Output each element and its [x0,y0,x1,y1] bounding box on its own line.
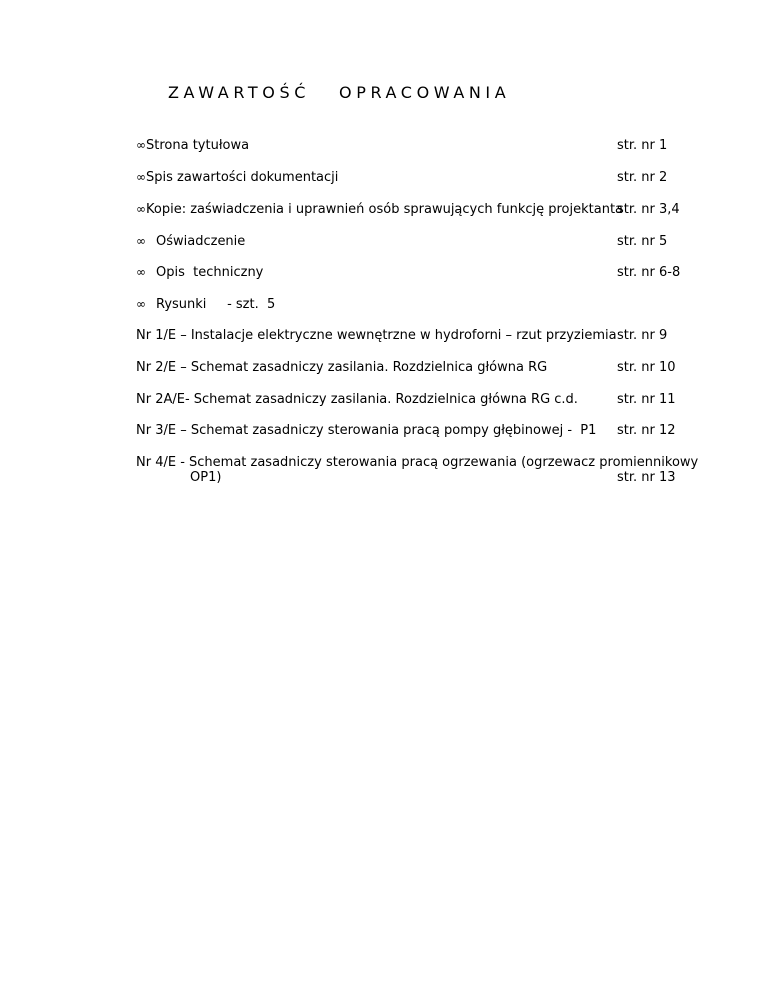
contents-item-page: str. nr 3,4 [617,202,680,217]
document-title: ZAWARTOŚĆ OPRACOWANIA [168,83,511,102]
contents-item-documentation-list [136,170,696,188]
drawing-item-1e [136,328,696,346]
contents-item-page: str. nr 1 [617,138,668,153]
contents-item-drawings [136,297,696,315]
contents-item-title-page [136,138,696,156]
drawing-item-2e [136,360,696,378]
drawing-item-label: Nr 3/E – Schemat zasadniczy sterowania pracą pompy głębinowej - P1 [136,423,597,438]
infinity-bullet-icon: ∞ [136,138,146,152]
contents-item-page: str. nr 2 [617,170,668,185]
contents-item-label: Opis techniczny [156,265,264,280]
drawing-item-4e-continuation: OP1) [190,470,222,485]
infinity-bullet-icon: ∞ [136,234,146,248]
contents-item-label: Strona tytułowa [146,138,250,153]
contents-item-technical-description [136,265,696,283]
infinity-bullet-icon: ∞ [136,202,146,216]
drawing-item-label: Nr 1/E – Instalacje elektryczne wewnętrzne w hydroforni – rzut przyziemia [136,328,617,343]
drawing-item-2ae [136,392,696,410]
contents-item-label: Spis zawartości dokumentacji [146,170,339,185]
drawing-item-label: Nr 2A/E- Schemat zasadniczy zasilania. Rozdzielnica główna RG c.d. [136,392,578,407]
drawing-item-page: str. nr 12 [617,423,676,438]
contents-item-page: str. nr 6-8 [617,265,681,280]
contents-item-label: Rysunki - szt. 5 [156,297,276,312]
drawing-item-page: str. nr 11 [617,392,676,407]
contents-item-label: Oświadczenie [156,234,246,249]
contents-item-certificate-copies [136,202,696,220]
drawing-item-label: Nr 2/E – Schemat zasadniczy zasilania. Rozdzielnica główna RG [136,360,548,375]
contents-item-statement [136,234,696,252]
infinity-bullet-icon: ∞ [136,265,146,279]
infinity-bullet-icon: ∞ [136,297,146,311]
contents-item-page: str. nr 5 [617,234,668,249]
drawing-item-page: str. nr 10 [617,360,676,375]
drawing-item-3e [136,423,696,441]
drawing-item-page: str. nr 9 [617,328,668,343]
contents-item-label: Kopie: zaświadczenia i uprawnień osób sprawujących funkcję projektanta [146,202,624,217]
infinity-bullet-icon: ∞ [136,170,146,184]
drawing-item-4e-page: str. nr 13 [617,470,676,485]
drawing-item-label: Nr 4/E - Schemat zasadniczy sterowania pracą ogrzewania (ogrzewacz promiennikowy [136,455,699,470]
